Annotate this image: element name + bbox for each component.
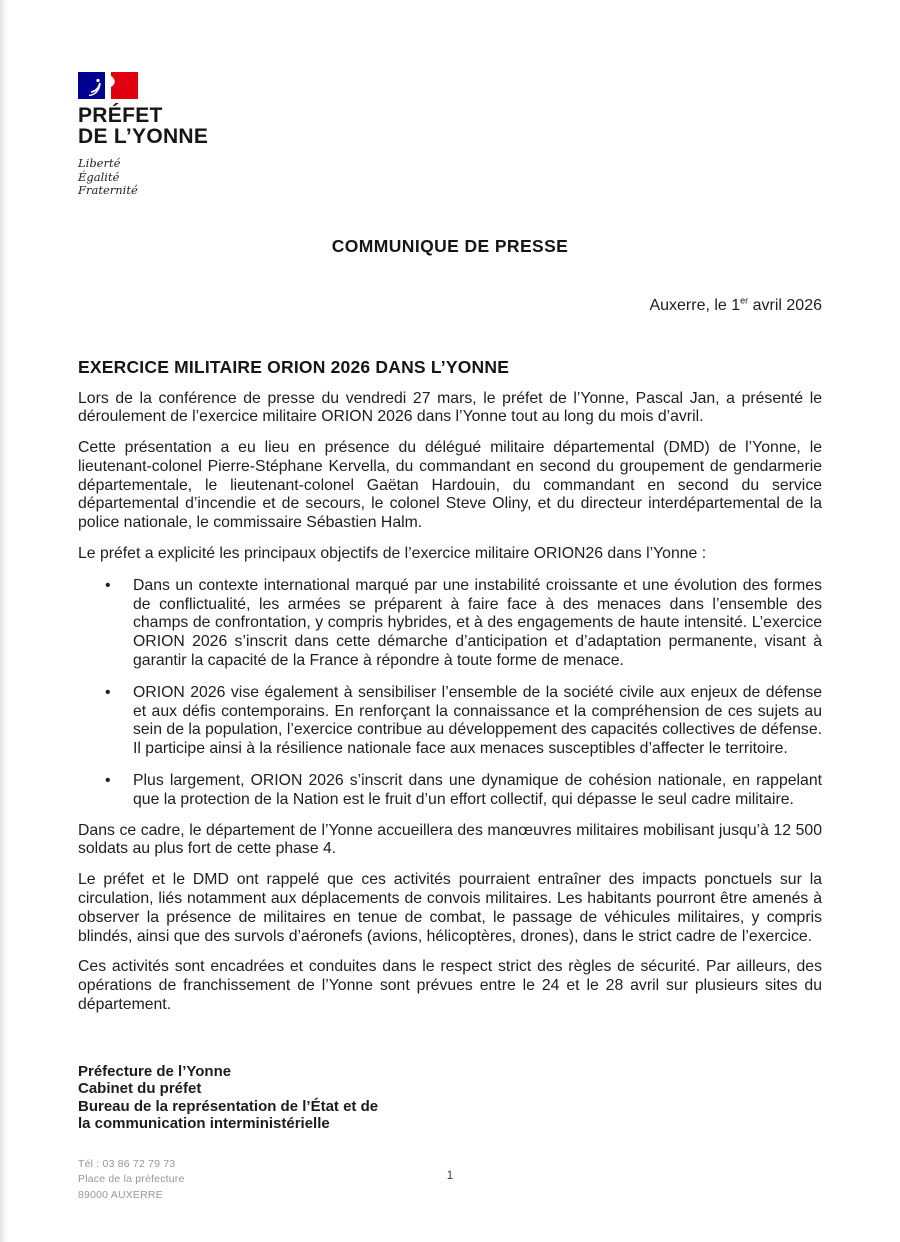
- prefecture-name-line1: PRÉFET: [78, 104, 163, 127]
- paragraph-impacts: Le préfet et le DMD ont rappelé que ces activités pourraient entraîner des impacts ponctuels sur la circulation, liés notamment aux déplacements de convois militaires. Les habitants pourront être amenés à observer la présence de militaires en tenue de combat, le passage de véhicules militaires, y compris blindés, ainsi que des survols d’aéronefs (avions, hélicoptères, drones), dans le strict cadre de l’exercice.: [78, 871, 822, 945]
- list-item: [78, 684, 822, 759]
- bullet-icon: •: [105, 772, 111, 790]
- motto-liberte: Liberté: [78, 156, 121, 170]
- dateline-suffix: avril 2026: [748, 296, 822, 314]
- office-line-prefecture: Préfecture de l’Yonne: [78, 1062, 232, 1080]
- paragraph-manoeuvres: Dans ce cadre, le département de l’Yonne accueillera des manœuvres militaires mobilisant jusqu’à 12 500 soldats au plus fort de cette phase 4.: [78, 821, 822, 858]
- press-release-title: EXERCICE MILITAIRE ORION 2026 DANS L’YONNE: [78, 356, 510, 377]
- prefecture-logo-block: [78, 72, 822, 198]
- contact-address-line2: 89000 AUXERRE: [78, 1188, 163, 1201]
- republic-motto: [78, 157, 822, 198]
- office-line-bureau-2: la communication interministérielle: [78, 1115, 330, 1133]
- objectives-list: [78, 577, 822, 810]
- paragraph-securite: Ces activités sont encadrées et conduites dans le respect strict des règles de sécurité. Par ailleurs, des opérations de franchissement de l’Yonne sont prévues entre le 24 et le 28 avril sur plusieurs sites du département.: [78, 958, 822, 1014]
- page-number: 1: [446, 1170, 454, 1182]
- bullet-icon: •: [105, 683, 111, 701]
- bullet-icon: •: [105, 576, 111, 594]
- paragraph-attendees: Cette présentation a eu lieu en présence du délégué militaire départemental (DMD) de l’Yonne, le lieutenant-colonel Pierre-Stéphane Kervella, du commandant en second du groupement de gendarmerie départementale, le lieutenant-colonel Gaëtan Hardouin, du commandant en second du service départemental d’incendie et de secours, le colonel Steve Oliny, et du directeur interdépartemental de la police nationale, le commissaire Sébastien Halm.: [78, 439, 822, 532]
- contact-phone: Tél : 03 86 72 79 73: [78, 1157, 176, 1170]
- bullet-text-cohesion: Plus largement, ORION 2026 s’inscrit dans une dynamique de cohésion nationale, en rappelant que la protection de la Nation est le fruit d’un effort collectif, qui dépasse le seul cadre militaire.: [133, 772, 822, 808]
- prefecture-name: [78, 105, 822, 147]
- dateline-ordinal: er: [740, 295, 749, 306]
- footer-office-block: [78, 1063, 822, 1133]
- bullet-text-context-international: Dans un contexte international marqué par une instabilité croissante et une évolution des formes de conflictualité, les armées se préparent à faire face à des menaces dans l’ensemble des champs de confrontation, y compris hybrides, et à des engagements de haute intensité. L’exercice ORION 2026 s’inscrit dans cette démarche d’anticipation et d’adaptation permanente, visant à garantir la capacité de la France à répondre à toute forme de menace.: [133, 576, 822, 670]
- bullet-text-sensibilisation: ORION 2026 vise également à sensibiliser l’ensemble de la société civile aux enjeux de défense et aux défis contemporains. En renforçant la connaissance et la compréhension de ces sujets au sein de la population, l’exercice contribue au développement des capacités collectives de défense. Il participe ainsi à la résilience nationale face aux menaces susceptibles d’affecter le territoire.: [133, 683, 822, 758]
- dateline: [78, 297, 822, 315]
- list-item: [78, 772, 822, 810]
- motto-fraternite: Fraternité: [78, 183, 138, 197]
- office-line-cabinet: Cabinet du préfet: [78, 1080, 202, 1098]
- prefecture-name-line2: DE L’YONNE: [78, 125, 209, 148]
- office-line-bureau-1: Bureau de la représentation de l’État et de: [78, 1097, 379, 1115]
- document-type-heading: COMMUNIQUE DE PRESSE: [331, 235, 569, 256]
- paragraph-conference-intro: Lors de la conférence de presse du vendredi 27 mars, le préfet de l’Yonne, Pascal Jan, a présenté le déroulement de l’exercice militaire ORION 2026 dans l’Yonne tout au long du mois d’avril.: [78, 389, 822, 426]
- list-item: [78, 577, 822, 671]
- contact-address-line1: Place de la préfecture: [78, 1173, 185, 1186]
- dateline-prefix: Auxerre, le 1: [649, 296, 741, 314]
- french-flag-marianne-icon: [78, 72, 138, 99]
- motto-egalite: Égalité: [78, 169, 120, 184]
- paragraph-objectives-intro: Le préfet a explicité les principaux objectifs de l’exercice militaire ORION26 dans l’Yonne :: [78, 545, 707, 563]
